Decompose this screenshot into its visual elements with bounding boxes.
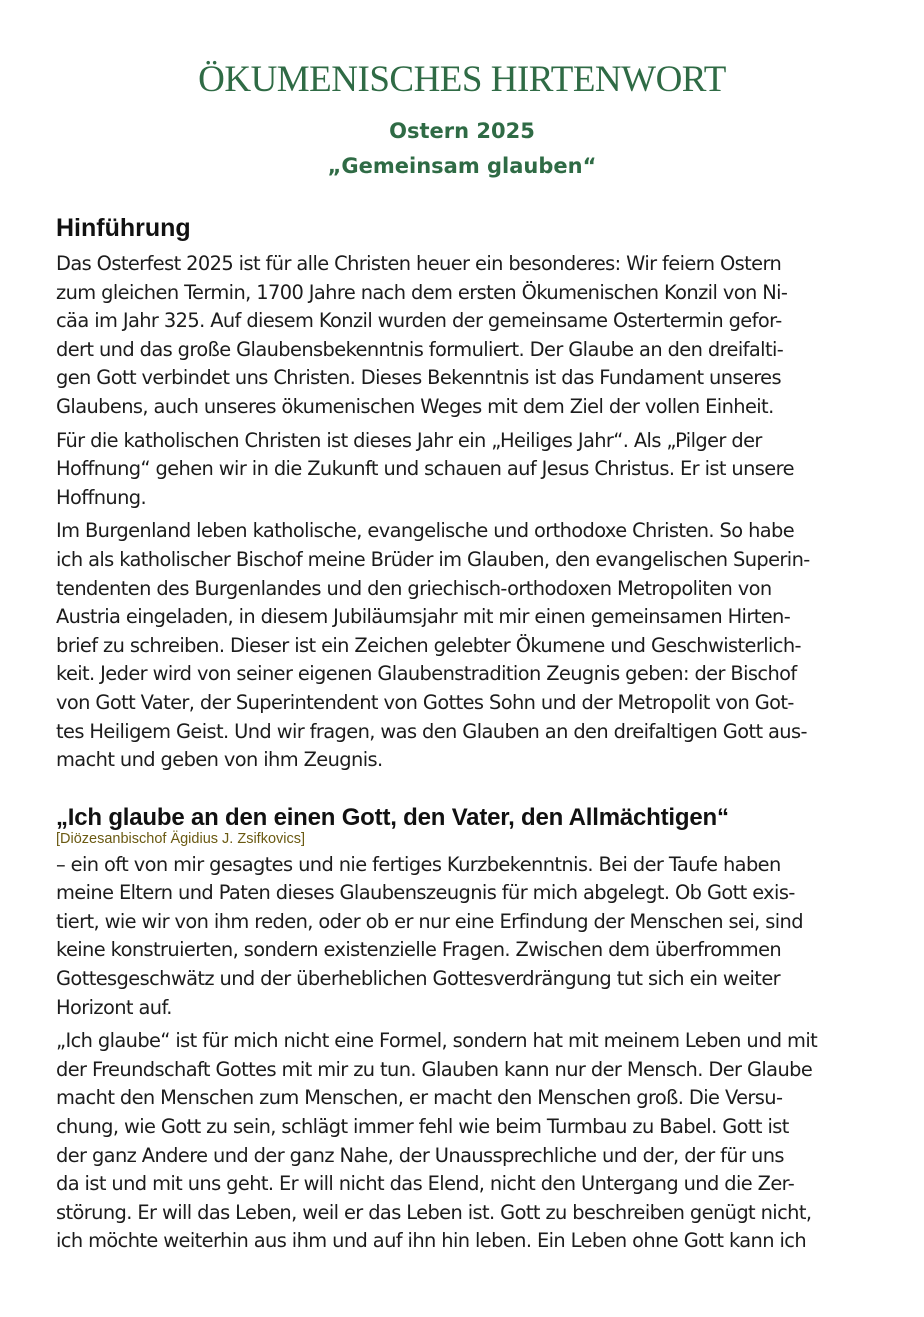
- section-attribution: [Diözesanbischof Ägidius J. Zsifkovics]: [56, 830, 306, 847]
- text-line: cäa im Jahr 325. Auf diesem Konzil wurden der gemeinsame Ostertermin gefor-: [56, 309, 782, 333]
- text-line: der ganz Andere und der ganz Nahe, der Unaussprechliche und der, der für uns: [56, 1143, 784, 1167]
- text-line: Horizont auf.: [56, 995, 172, 1019]
- text-line: brief zu schreiben. Dieser ist ein Zeichen gelebter Ökumene und Geschwisterlich-: [56, 633, 801, 657]
- text-line: „Ich glaube“ ist für mich nicht eine Formel, sondern hat mit meinem Leben und mit: [56, 1029, 818, 1053]
- text-line: – ein oft von mir gesagtes und nie fertiges Kurzbekenntnis. Bei der Taufe haben: [56, 852, 781, 876]
- text-line: meine Eltern und Paten dieses Glaubenszeugnis für mich abgelegt. Ob Gott exis-: [56, 881, 795, 905]
- father-paragraph-2: [56, 1027, 868, 1256]
- document-subtitle-date: Ostern 2025: [389, 119, 535, 143]
- text-line: Austria eingeladen, in diesem Jubiläumsjahr mit mir einen gemeinsamen Hirten-: [56, 605, 791, 629]
- intro-paragraph-3: [56, 517, 868, 774]
- father-paragraph-1: [56, 851, 868, 1023]
- text-line: macht und geben von ihm Zeugnis.: [56, 748, 383, 772]
- text-line: tiert, wie wir von ihm reden, oder ob er nur eine Erfindung der Menschen sei, sind: [56, 909, 803, 933]
- text-line: störung. Er will das Leben, weil er das Leben ist. Gott zu beschreiben genügt nicht,: [56, 1200, 812, 1224]
- document-body: [56, 210, 868, 1261]
- document-subtitle-motto: „Gemeinsam glauben“: [327, 154, 597, 178]
- text-line: Glaubens, auch unseres ökumenischen Weges mit dem Ziel der vollen Einheit.: [56, 394, 774, 418]
- text-line: Gottesgeschwätz und der überheblichen Gottesverdrängung tut sich ein weiter: [56, 967, 781, 991]
- intro-paragraph-1: [56, 250, 868, 422]
- document-title: ÖKUMENISCHES HIRTENWORT: [198, 59, 726, 100]
- intro-paragraph-2: [56, 427, 868, 513]
- text-line: Hoffnung.: [56, 485, 147, 509]
- text-line: Im Burgenland leben katholische, evangelische und orthodoxe Christen. So habe: [56, 519, 795, 543]
- section-heading-intro: Hinführung: [56, 214, 191, 242]
- text-line: keit. Jeder wird von seiner eigenen Glaubenstradition Zeugnis geben: der Bischof: [56, 662, 797, 686]
- text-line: der Freundschaft Gottes mit mir zu tun. Glauben kann nur der Mensch. Der Glaube: [56, 1057, 813, 1081]
- text-line: keine konstruierten, sondern existenzielle Fragen. Zwischen dem überfrommen: [56, 938, 782, 962]
- text-line: zum gleichen Termin, 1700 Jahre nach dem ersten Ökumenischen Konzil von Ni-: [56, 280, 788, 304]
- text-line: gen Gott verbindet uns Christen. Dieses Bekenntnis ist das Fundament unseres: [56, 366, 782, 390]
- text-line: Für die katholischen Christen ist dieses Jahr ein „Heiliges Jahr“. Als „Pilger der: [56, 428, 762, 452]
- text-line: dert und das große Glaubensbekenntnis formuliert. Der Glaube an den dreifalti-: [56, 337, 784, 361]
- text-line: ich als katholischer Bischof meine Brüder im Glauben, den evangelischen Superin-: [56, 547, 810, 571]
- text-line: chung, wie Gott zu sein, schlägt immer fehl wie beim Turmbau zu Babel. Gott ist: [56, 1115, 789, 1139]
- text-line: tes Heiligem Geist. Und wir fragen, was den Glauben an den dreifaltigen Gott aus-: [56, 719, 807, 743]
- text-line: ich möchte weiterhin aus ihm und auf ihn hin leben. Ein Leben ohne Gott kann ich: [56, 1229, 807, 1253]
- text-line: von Gott Vater, der Superintendent von Gottes Sohn und der Metropolit von Got-: [56, 690, 794, 714]
- text-line: da ist und mit uns geht. Er will nicht das Elend, nicht den Untergang und die Zer-: [56, 1172, 795, 1196]
- text-line: tendenten des Burgenlandes und den griechisch-orthodoxen Metropoliten von: [56, 576, 772, 600]
- section-heading-father: „Ich glaube an den einen Gott, den Vater, den Allmächtigen“: [56, 803, 729, 831]
- text-line: macht den Menschen zum Menschen, er macht den Menschen groß. Die Versu-: [56, 1086, 783, 1110]
- text-line: Hoffnung“ gehen wir in die Zukunft und schauen auf Jesus Christus. Er ist unsere: [56, 457, 794, 481]
- text-line: Das Osterfest 2025 ist für alle Christen heuer ein besonderes: Wir feiern Ostern: [56, 252, 782, 275]
